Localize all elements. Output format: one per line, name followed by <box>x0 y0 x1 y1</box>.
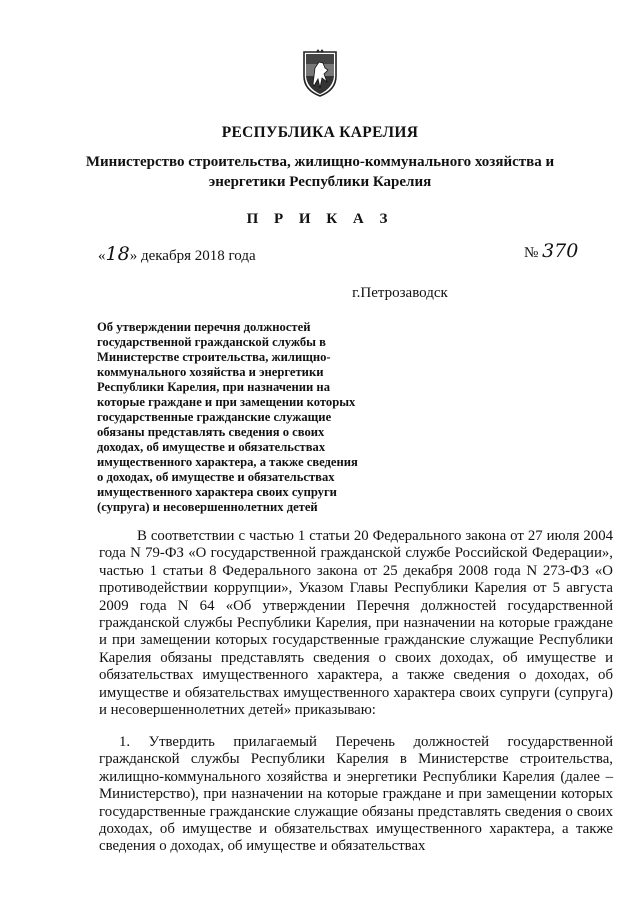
body-paragraph-preamble: В соответствии с частью 1 статьи 20 Федерального закона от 27 июля 2004 года N 79-ФЗ «О государственной гражданской службе Российской Федерации», частью 1 статьи 8 Федерального закона от 25 декабря 2008 года N 273-ФЗ «О противодействии коррупции», Указом Главы Республики Карелия от 5 августа 2009 года N 64 «Об утверждении Перечня должностей государственной гражданской службы Республики Карелия, при назначении на которые граждане и при замещении которых государственные гражданские служащие Республики Карелия обязаны представлять сведения о своих доходах, об имуществе и обязательствах имущественного характера, а также сведения о доходах, об имуществе и обязательствах имущественного характера своих супруги (супруга) и несовершеннолетних детей» приказываю: <box>99 528 613 719</box>
republic-title: РЕСПУБЛИКА КАРЕЛИЯ <box>221 124 419 141</box>
ministry-title: Министерство строительства, жилищно-коммунального хозяйства и энергетики Республики Карелия <box>85 154 555 190</box>
number-handwritten: 370 <box>542 240 579 262</box>
body-paragraph-item-1: 1. Утвердить прилагаемый Перечень должностей государственной гражданской службы Республики Карелия в Министерстве строительства, жилищно-коммунального хозяйства и энергетики Республики Карелия (далее – Министерство), при назначении на которые граждане и при замещении которых государственные гражданские служащие обязаны представлять сведения о своих доходах, об имуществе и обязательствах имущественного характера, а также сведения о доходах, об имуществе и обязательствах <box>99 734 613 855</box>
order-number <box>524 240 578 262</box>
order-subject: Об утверждении перечня должностей государственной гражданской службы в Министерстве строительства, жилищно-коммунального хозяйства и энергетики Республики Карелия, при назначении на которые граждане и при замещении которых государственные гражданские служащие обязаны представлять сведения о своих доходах, об имуществе и обязательствах имущественного характера, а также сведения о доходах, об имуществе и обязательствах имущественного характера своих супруги (супруга) и несовершеннолетних детей <box>97 320 358 514</box>
order-title: П Р И К А З <box>246 211 394 227</box>
date-open-quote: « <box>98 248 106 264</box>
karelia-coat-of-arms-icon <box>300 48 340 98</box>
city: г.Петрозаводск <box>352 285 448 301</box>
date-month-year: » декабря 2018 года <box>129 248 256 264</box>
order-date <box>98 243 256 265</box>
number-prefix: № <box>524 245 539 261</box>
date-day-handwritten: 18 <box>105 243 130 265</box>
